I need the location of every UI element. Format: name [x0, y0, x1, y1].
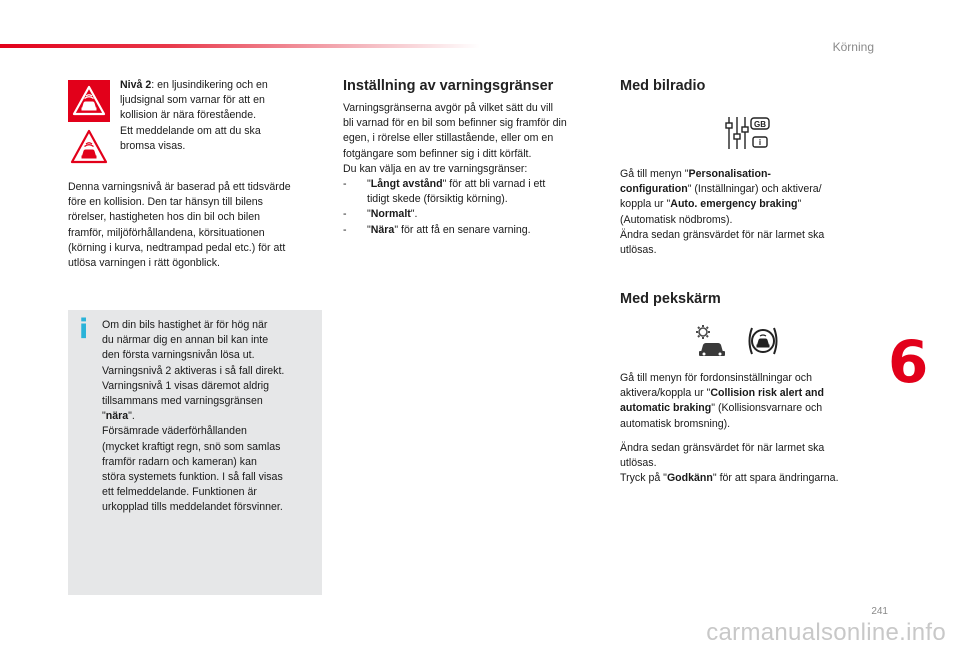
info-icon: i	[79, 314, 89, 345]
collision-warning-red-icon	[68, 80, 110, 122]
list-item: - "Långt avstånd" för att bli varnad i ett tidigt skede (försiktig körning).	[343, 178, 546, 206]
heading-car-radio: Med bilradio	[620, 78, 706, 94]
settings-sliders-icon	[725, 115, 771, 151]
collision-warning-outline-icon	[68, 126, 110, 168]
icon-badge-gb: GB	[754, 120, 766, 129]
chapter-name: Körning	[832, 40, 874, 54]
level2-label: Nivå 2	[120, 79, 152, 91]
car-radio-instructions: Gå till menyn "Personalisation- configuration" (Inställningar) och aktivera/ koppla ur "Auto. emergency braking" (Automatisk nödbroms). Ändra sedan gränsvärdet för när larmet ska utlösas.	[620, 168, 825, 257]
heading-warning-thresholds: Inställning av varningsgränser	[343, 78, 554, 94]
level2-description: Nivå 2: en ljusindikering och en ljudsignal som varnar för att en kollision är nära förestående. Ett meddelande om att du ska bromsa visas.	[120, 79, 268, 152]
icon-badge-info: i	[758, 138, 762, 147]
heading-touchscreen: Med pekskärm	[620, 291, 721, 307]
list-item: - "Nära" för att få en senare varning.	[343, 223, 531, 236]
vehicle-settings-icon	[693, 323, 729, 359]
touchscreen-threshold-text: Ändra sedan gränsvärdet för när larmet ska utlösas. Tryck på "Godkänn" för att spara ändringarna.	[620, 442, 839, 485]
list-item: - "Normalt".	[343, 208, 418, 221]
top-accent-bar	[0, 44, 480, 48]
warning-level-paragraph: Denna varningsnivå är baserad på ett tidsvärde före en kollision. Den tar hänsyn till bilens rörelser, hastigheten hos din bil och bilen framför, miljöförhållandena, körsituationen (körning i kurva, nedtrampad pedal etc.) för att utlösa varningen i rätt ögonblick.	[68, 181, 291, 270]
info-text: Om din bils hastighet är för hög när du närmar dig en annan bil kan inte den första varningsnivån lösa ut. Varningsnivå 2 aktiveras i så fall direkt. Varningsnivå 1 visas däremot aldrig tillsammans med varningsgränsen "nära". Försämrade väderförhållanden (mycket kraftigt regn, snö som samlas framför radarn och kameran) kan störa systemets funktion. I så fall visas ett felmeddelande. Funktionen är urkopplad tills meddelandet försvinner.	[102, 319, 285, 514]
collision-alert-icon	[745, 325, 781, 357]
page-number: 241	[871, 606, 888, 617]
touchscreen-instructions: Gå till menyn för fordonsinställningar och aktivera/koppla ur "Collision risk alert and automatic braking" (Kollisionsvarnare och automatisk bromsning).	[620, 372, 824, 430]
warning-thresholds-text: Varningsgränserna avgör på vilket sätt du vill bli varnad för en bil som befinner sig framför din egen, i rörelse eller stillastående, eller om en fotgängare som befinner sig i ditt körfält. Du kan välja en av tre varningsgränser: - "Långt avstånd" för att bli varnad i ett tidigt skede (försiktig körning). - "Normalt". - "Nära" för att få en senare varning.	[343, 101, 605, 238]
watermark: carmanualsonline.info	[706, 619, 946, 646]
chapter-number: 6	[888, 328, 929, 396]
info-box	[68, 310, 322, 595]
